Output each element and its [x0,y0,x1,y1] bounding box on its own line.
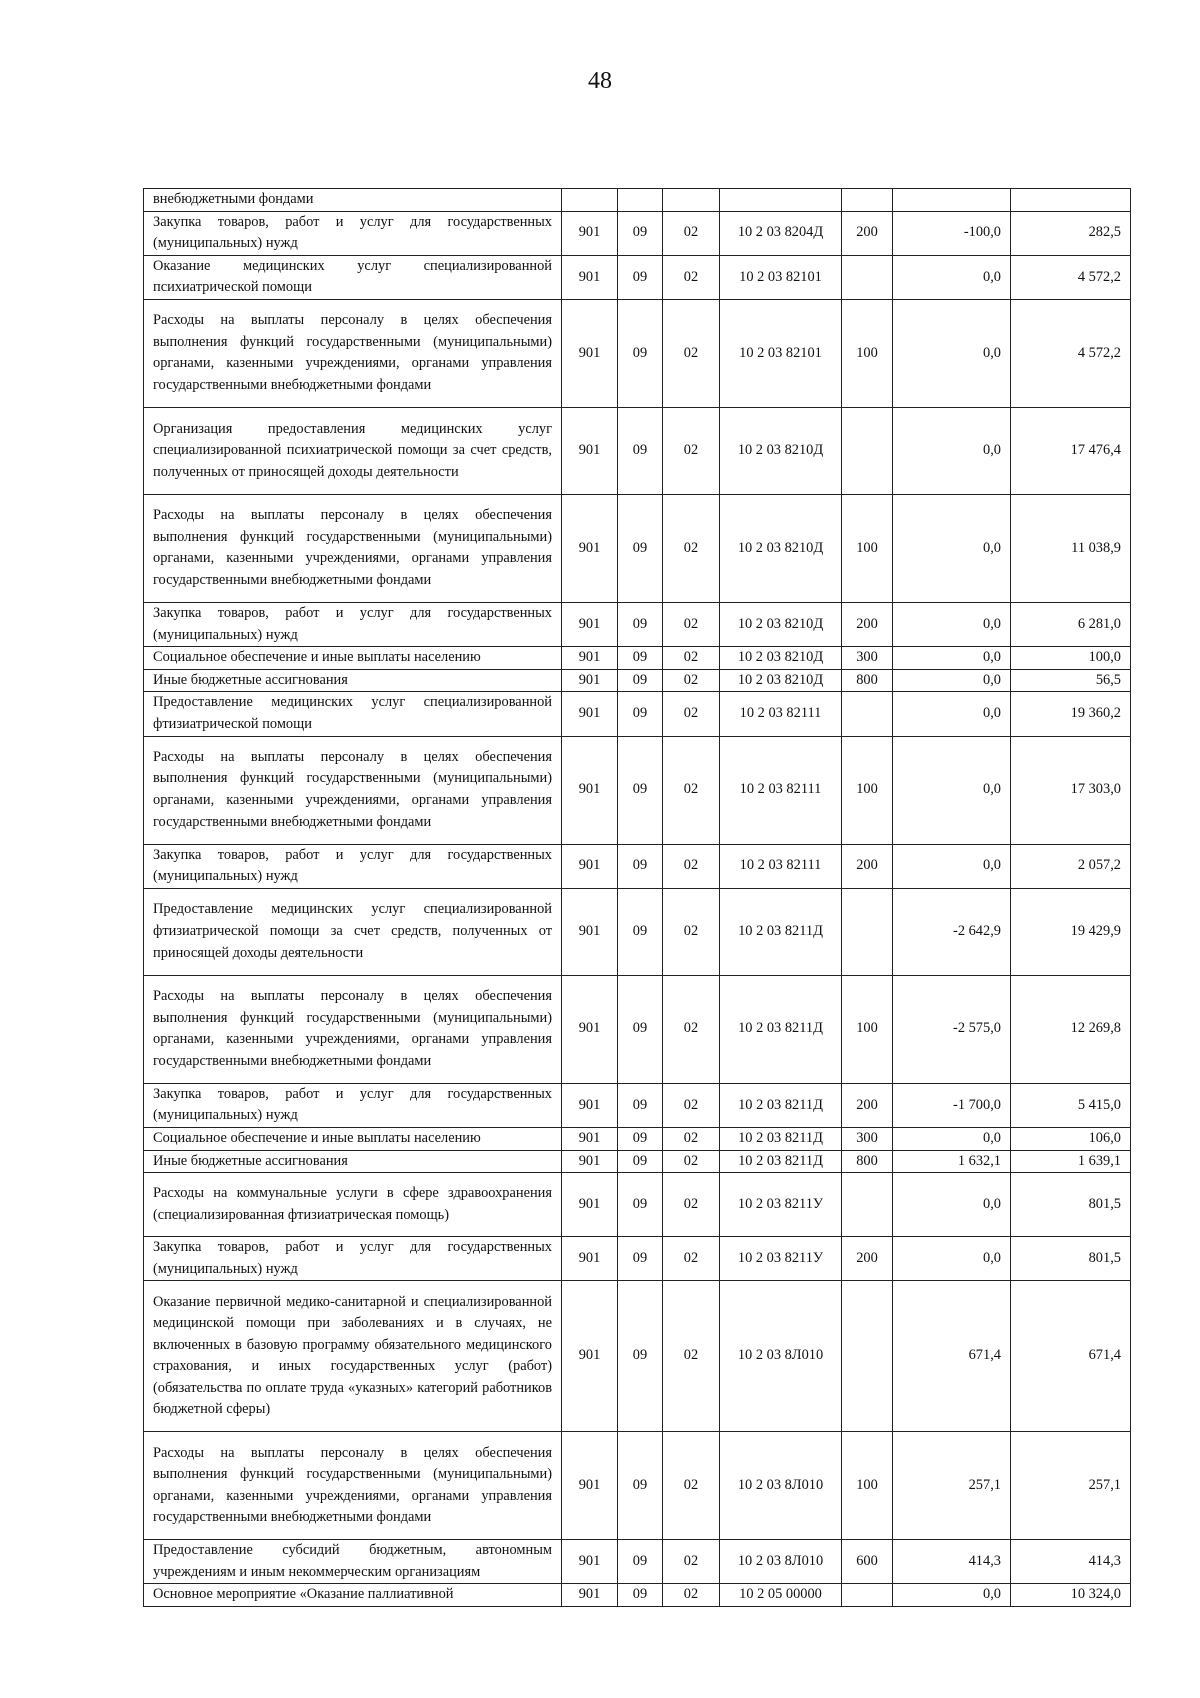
expense-item-name: Предоставление субсидий бюджетным, автономным учреждениям и иным некоммерческим организациям [144,1540,562,1584]
expense-type-code: 300 [842,647,893,670]
expense-type-code [842,189,893,212]
subsection-code: 02 [663,975,720,1083]
change-amount: 0,0 [893,647,1011,670]
subsection-code: 02 [663,602,720,646]
target-code: 10 2 03 8211Д [720,975,842,1083]
target-code: 10 2 03 8Л010 [720,1281,842,1432]
expense-item-name: Иные бюджетные ассигнования [144,669,562,692]
expense-item-name: Закупка товаров, работ и услуг для государственных (муниципальных) нужд [144,211,562,255]
total-amount: 282,5 [1011,211,1131,255]
table-row [144,1432,1131,1540]
total-amount: 10 324,0 [1011,1584,1131,1607]
ministry-code: 901 [562,1173,618,1237]
target-code: 10 2 03 8210Д [720,602,842,646]
expense-item-name: Основное мероприятие «Оказание паллиативной [144,1584,562,1607]
change-amount: -100,0 [893,211,1011,255]
table-row [144,602,1131,646]
table-row [144,1281,1131,1432]
change-amount: 0,0 [893,669,1011,692]
expense-type-code: 100 [842,975,893,1083]
total-amount: 6 281,0 [1011,602,1131,646]
change-amount: 0,0 [893,602,1011,646]
expense-item-name: Иные бюджетные ассигнования [144,1150,562,1173]
table-row [144,669,1131,692]
section-code: 09 [618,602,663,646]
ministry-code: 901 [562,736,618,844]
ministry-code: 901 [562,888,618,975]
section-code: 09 [618,1281,663,1432]
ministry-code: 901 [562,669,618,692]
table-row [144,1540,1131,1584]
change-amount: 1 632,1 [893,1150,1011,1173]
target-code: 10 2 03 8210Д [720,647,842,670]
total-amount: 100,0 [1011,647,1131,670]
target-code: 10 2 03 8211Д [720,1083,842,1127]
total-amount: 17 476,4 [1011,407,1131,494]
expense-type-code [842,1173,893,1237]
ministry-code: 901 [562,494,618,602]
expense-type-code: 200 [842,1237,893,1281]
section-code: 09 [618,211,663,255]
change-amount: 0,0 [893,736,1011,844]
expense-item-name: Закупка товаров, работ и услуг для государственных (муниципальных) нужд [144,844,562,888]
change-amount: -2 642,9 [893,888,1011,975]
section-code: 09 [618,844,663,888]
expense-item-name: Закупка товаров, работ и услуг для государственных (муниципальных) нужд [144,1083,562,1127]
total-amount: 12 269,8 [1011,975,1131,1083]
table-row [144,736,1131,844]
total-amount: 56,5 [1011,669,1131,692]
expense-type-code: 300 [842,1127,893,1150]
table-row [144,1083,1131,1127]
expense-item-name: Расходы на выплаты персоналу в целях обеспечения выполнения функций государственными (муниципальными) органами, казенными учреждениями, органами управления государственными внебюджетными фондами [144,1432,562,1540]
page-number: 48 [588,68,612,94]
expense-type-code: 200 [842,844,893,888]
change-amount: 0,0 [893,1127,1011,1150]
change-amount: 0,0 [893,1173,1011,1237]
total-amount: 801,5 [1011,1173,1131,1237]
target-code: 10 2 03 8Л010 [720,1540,842,1584]
section-code: 09 [618,647,663,670]
ministry-code: 901 [562,975,618,1083]
target-code: 10 2 03 82111 [720,736,842,844]
subsection-code: 02 [663,844,720,888]
section-code: 09 [618,494,663,602]
target-code: 10 2 03 8211У [720,1173,842,1237]
subsection-code: 02 [663,1173,720,1237]
target-code: 10 2 03 82111 [720,844,842,888]
subsection-code: 02 [663,1584,720,1607]
table-row [144,1127,1131,1150]
total-amount: 11 038,9 [1011,494,1131,602]
change-amount: 414,3 [893,1540,1011,1584]
subsection-code: 02 [663,407,720,494]
subsection-code: 02 [663,299,720,407]
table-row [144,692,1131,736]
target-code: 10 2 05 00000 [720,1584,842,1607]
table-row [144,1237,1131,1281]
target-code: 10 2 03 82111 [720,692,842,736]
expense-type-code [842,888,893,975]
ministry-code: 901 [562,1281,618,1432]
section-code: 09 [618,1237,663,1281]
table-row [144,494,1131,602]
expense-type-code [842,255,893,299]
table-row [144,975,1131,1083]
subsection-code: 02 [663,692,720,736]
expense-item-name: Расходы на выплаты персоналу в целях обеспечения выполнения функций государственными (муниципальными) органами, казенными учреждениями, органами управления государственными внебюджетными фондами [144,299,562,407]
section-code: 09 [618,1127,663,1150]
expense-type-code: 100 [842,1432,893,1540]
expense-type-code: 100 [842,736,893,844]
expense-item-name: Расходы на коммунальные услуги в сфере здравоохранения (специализированная фтизиатрическая помощь) [144,1173,562,1237]
subsection-code: 02 [663,494,720,602]
target-code: 10 2 03 82101 [720,255,842,299]
target-code: 10 2 03 8211Д [720,1150,842,1173]
ministry-code: 901 [562,647,618,670]
ministry-code: 901 [562,1584,618,1607]
total-amount: 19 360,2 [1011,692,1131,736]
subsection-code [663,189,720,212]
section-code: 09 [618,1150,663,1173]
expense-item-name: внебюджетными фондами [144,189,562,212]
subsection-code: 02 [663,1083,720,1127]
target-code: 10 2 03 8211У [720,1237,842,1281]
table-row [144,888,1131,975]
ministry-code: 901 [562,1540,618,1584]
expense-item-name: Закупка товаров, работ и услуг для государственных (муниципальных) нужд [144,1237,562,1281]
total-amount: 2 057,2 [1011,844,1131,888]
total-amount: 19 429,9 [1011,888,1131,975]
change-amount: 257,1 [893,1432,1011,1540]
ministry-code: 901 [562,1127,618,1150]
subsection-code: 02 [663,1237,720,1281]
expense-type-code: 200 [842,602,893,646]
expense-type-code: 200 [842,1083,893,1127]
total-amount: 414,3 [1011,1540,1131,1584]
total-amount: 4 572,2 [1011,299,1131,407]
ministry-code: 901 [562,211,618,255]
table-row [144,255,1131,299]
target-code: 10 2 03 8210Д [720,407,842,494]
section-code: 09 [618,1584,663,1607]
target-code: 10 2 03 8204Д [720,211,842,255]
total-amount: 671,4 [1011,1281,1131,1432]
expense-item-name: Социальное обеспечение и иные выплаты населению [144,1127,562,1150]
expense-type-code: 200 [842,211,893,255]
change-amount: 0,0 [893,407,1011,494]
section-code: 09 [618,669,663,692]
budget-table [143,188,1131,1607]
section-code: 09 [618,1540,663,1584]
subsection-code: 02 [663,669,720,692]
change-amount: 0,0 [893,255,1011,299]
target-code: 10 2 03 8Л010 [720,1432,842,1540]
ministry-code [562,189,618,212]
target-code: 10 2 03 8211Д [720,888,842,975]
table-row [144,407,1131,494]
subsection-code: 02 [663,647,720,670]
total-amount: 4 572,2 [1011,255,1131,299]
subsection-code: 02 [663,1281,720,1432]
table-row [144,1584,1131,1607]
ministry-code: 901 [562,602,618,646]
total-amount: 257,1 [1011,1432,1131,1540]
subsection-code: 02 [663,1540,720,1584]
subsection-code: 02 [663,888,720,975]
expense-item-name: Предоставление медицинских услуг специализированной фтизиатрической помощи [144,692,562,736]
expense-item-name: Предоставление медицинских услуг специализированной фтизиатрической помощи за счет средств, полученных от приносящей доходы деятельности [144,888,562,975]
expense-type-code [842,1281,893,1432]
target-code [720,189,842,212]
ministry-code: 901 [562,1083,618,1127]
change-amount: 0,0 [893,494,1011,602]
target-code: 10 2 03 8211Д [720,1127,842,1150]
ministry-code: 901 [562,299,618,407]
expense-item-name: Расходы на выплаты персоналу в целях обеспечения выполнения функций государственными (муниципальными) органами, казенными учреждениями, органами управления государственными внебюджетными фондами [144,975,562,1083]
subsection-code: 02 [663,736,720,844]
change-amount: 0,0 [893,299,1011,407]
ministry-code: 901 [562,1237,618,1281]
subsection-code: 02 [663,1127,720,1150]
subsection-code: 02 [663,211,720,255]
expense-item-name: Организация предоставления медицинских услуг специализированной психиатрической помощи за счет средств, полученных от приносящей доходы деятельности [144,407,562,494]
total-amount: 17 303,0 [1011,736,1131,844]
expense-type-code: 800 [842,1150,893,1173]
expense-item-name: Социальное обеспечение и иные выплаты населению [144,647,562,670]
section-code: 09 [618,299,663,407]
expense-type-code: 600 [842,1540,893,1584]
table-row [144,1173,1131,1237]
total-amount: 106,0 [1011,1127,1131,1150]
section-code: 09 [618,407,663,494]
table-row [144,211,1131,255]
expense-type-code: 100 [842,494,893,602]
table-row [144,647,1131,670]
table-row [144,1150,1131,1173]
table-row [144,844,1131,888]
total-amount: 801,5 [1011,1237,1131,1281]
total-amount [1011,189,1131,212]
change-amount: -1 700,0 [893,1083,1011,1127]
change-amount [893,189,1011,212]
section-code: 09 [618,692,663,736]
ministry-code: 901 [562,407,618,494]
expense-item-name: Расходы на выплаты персоналу в целях обеспечения выполнения функций государственными (муниципальными) органами, казенными учреждениями, органами управления государственными внебюджетными фондами [144,494,562,602]
total-amount: 1 639,1 [1011,1150,1131,1173]
ministry-code: 901 [562,1150,618,1173]
ministry-code: 901 [562,692,618,736]
expense-item-name: Расходы на выплаты персоналу в целях обеспечения выполнения функций государственными (муниципальными) органами, казенными учреждениями, органами управления государственными внебюджетными фондами [144,736,562,844]
expense-type-code [842,1584,893,1607]
change-amount: 0,0 [893,844,1011,888]
expense-type-code [842,407,893,494]
subsection-code: 02 [663,1150,720,1173]
section-code: 09 [618,255,663,299]
change-amount: 671,4 [893,1281,1011,1432]
expense-type-code [842,692,893,736]
change-amount: 0,0 [893,692,1011,736]
target-code: 10 2 03 8210Д [720,669,842,692]
expense-type-code: 800 [842,669,893,692]
section-code: 09 [618,1432,663,1540]
ministry-code: 901 [562,1432,618,1540]
change-amount: -2 575,0 [893,975,1011,1083]
change-amount: 0,0 [893,1237,1011,1281]
table-row [144,189,1131,212]
subsection-code: 02 [663,1432,720,1540]
change-amount: 0,0 [893,1584,1011,1607]
expense-item-name: Закупка товаров, работ и услуг для государственных (муниципальных) нужд [144,602,562,646]
expense-item-name: Оказание первичной медико-санитарной и специализированной медицинской помощи при заболеваниях и в случаях, не включенных в базовую программу обязательного медицинского страхования, и иных государственных услуг (работ) (обязательства по оплате труда «указных» категорий работников бюджетной сферы) [144,1281,562,1432]
target-code: 10 2 03 82101 [720,299,842,407]
target-code: 10 2 03 8210Д [720,494,842,602]
table-row [144,299,1131,407]
ministry-code: 901 [562,844,618,888]
total-amount: 5 415,0 [1011,1083,1131,1127]
subsection-code: 02 [663,255,720,299]
section-code: 09 [618,736,663,844]
expense-type-code: 100 [842,299,893,407]
section-code: 09 [618,975,663,1083]
expense-item-name: Оказание медицинских услуг специализированной психиатрической помощи [144,255,562,299]
section-code [618,189,663,212]
section-code: 09 [618,1083,663,1127]
section-code: 09 [618,888,663,975]
section-code: 09 [618,1173,663,1237]
ministry-code: 901 [562,255,618,299]
